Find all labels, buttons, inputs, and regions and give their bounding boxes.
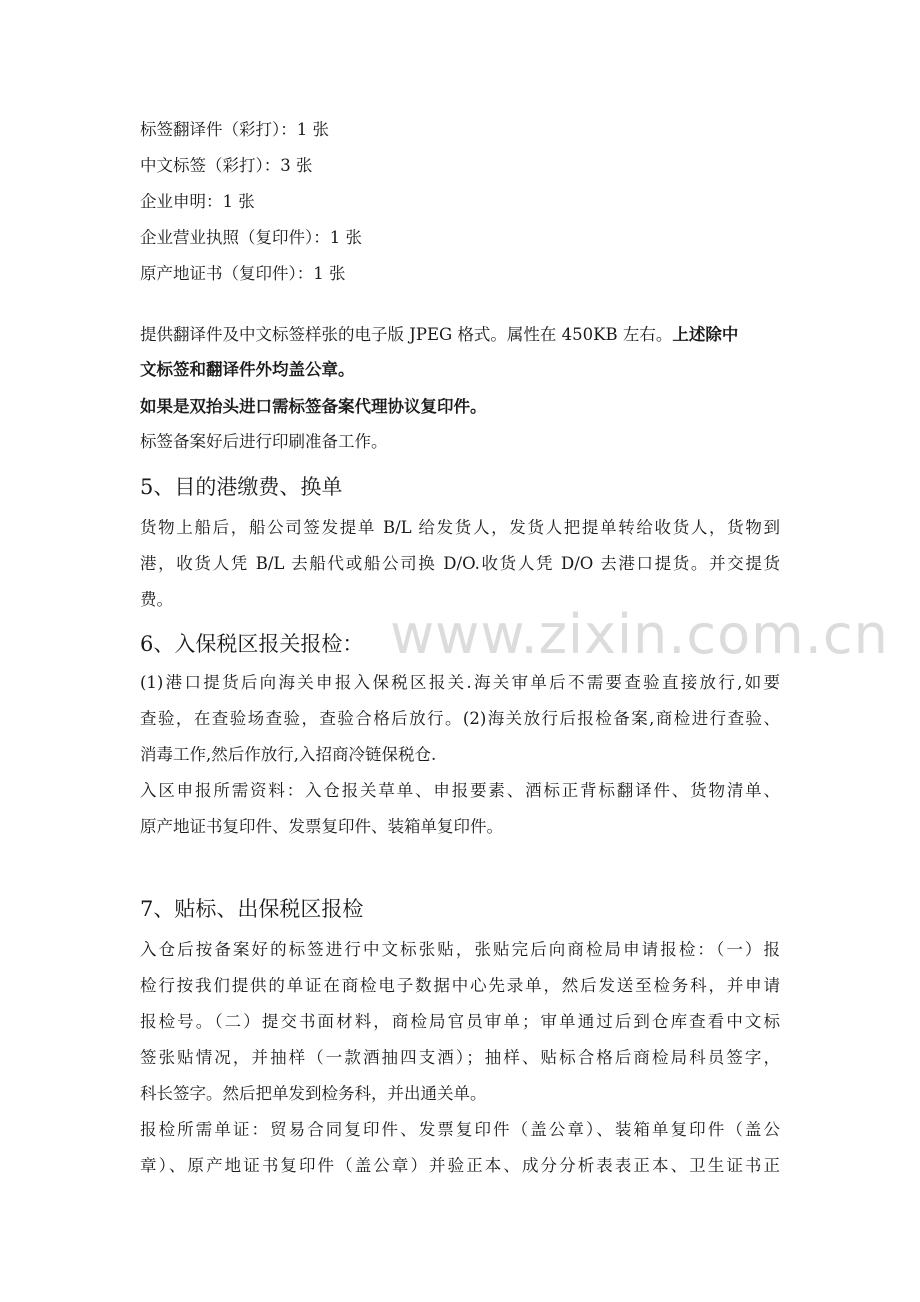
paragraph-line: 报检所需单证：贸易合同复印件、发票复印件（盖公章）、装箱单复印件（盖公 bbox=[140, 1120, 780, 1139]
material-item: 企业营业执照（复印件）：1 张 bbox=[140, 228, 362, 247]
material-item: 标签翻译件（彩打）：1 张 bbox=[140, 120, 329, 139]
paragraph-line: 章）、原产地证书复印件（盖公章）并验正本、成分分析表表正本、卫生证书正 bbox=[140, 1156, 780, 1175]
paragraph-line: 港，收货人凭 B/L 去船代或船公司换 D/O.收货人凭 D/O 去港口提货。并交提货 bbox=[140, 554, 780, 573]
paragraph-line: 签张贴情况，并抽样（一款酒抽四支酒）；抽样、贴标合格后商检局科员签字， bbox=[140, 1048, 780, 1067]
material-item: 中文标签（彩打）：3 张 bbox=[140, 156, 313, 175]
paragraph-line: 原产地证书复印件、发票复印件、装箱单复印件。 bbox=[140, 817, 503, 836]
section-heading: 5、目的港缴费、换单 bbox=[140, 475, 343, 499]
paragraph-line: 报检号。（二）提交书面材料，商检局官员审单；审单通过后到仓库查看中文标 bbox=[140, 1012, 780, 1031]
bold-text: 上述除中 bbox=[672, 325, 739, 344]
paragraph-line: 货物上船后，船公司签发提单 B/L 给发货人，发货人把提单转给收货人，货物到 bbox=[140, 518, 780, 537]
watermark: www.zixin.com.cn bbox=[390, 603, 889, 666]
paragraph-line: 检行按我们提供的单证在商检电子数据中心先录单，然后发送至检务科，并申请 bbox=[140, 976, 780, 995]
bold-text: 如果是双抬头进口需标签备案代理协议复印件。 bbox=[140, 397, 487, 416]
section-heading: 7、贴标、出保税区报检 bbox=[140, 897, 364, 921]
paragraph-line: 查验，在查验场查验，查验合格后放行。(2)海关放行后报检备案,商检进行查验、 bbox=[140, 709, 780, 728]
material-item: 原产地证书（复印件）：1 张 bbox=[140, 264, 346, 283]
paragraph-line bbox=[140, 324, 738, 346]
paragraph-line: (1)港口提货后向海关申报入保税区报关.海关审单后不需要查验直接放行,如要 bbox=[140, 673, 780, 692]
paragraph-text: 提供翻译件及中文标签样张的电子版 JPEG 格式。属性在 450KB 左右。 bbox=[140, 325, 673, 344]
paragraph-line: 费。 bbox=[140, 590, 173, 609]
section-heading: 6、入保税区报关报检： bbox=[140, 632, 364, 656]
paragraph-line: 科长签字。然后把单发到检务科，并出通关单。 bbox=[140, 1084, 487, 1103]
material-item: 企业申明：1 张 bbox=[140, 192, 255, 211]
bold-text: 文标签和翻译件外均盖公章。 bbox=[140, 360, 355, 379]
paragraph-line: 入区申报所需资料：入仓报关草单、申报要素、酒标正背标翻译件、货物清单、 bbox=[140, 781, 780, 800]
paragraph-line: 标签备案好后进行印刷准备工作。 bbox=[140, 432, 388, 451]
paragraph-line: 消毒工作,然后作放行,入招商冷链保税仓. bbox=[140, 745, 437, 764]
paragraph-line: 入仓后按备案好的标签进行中文标张贴，张贴完后向商检局申请报检：（一）报 bbox=[140, 940, 780, 959]
